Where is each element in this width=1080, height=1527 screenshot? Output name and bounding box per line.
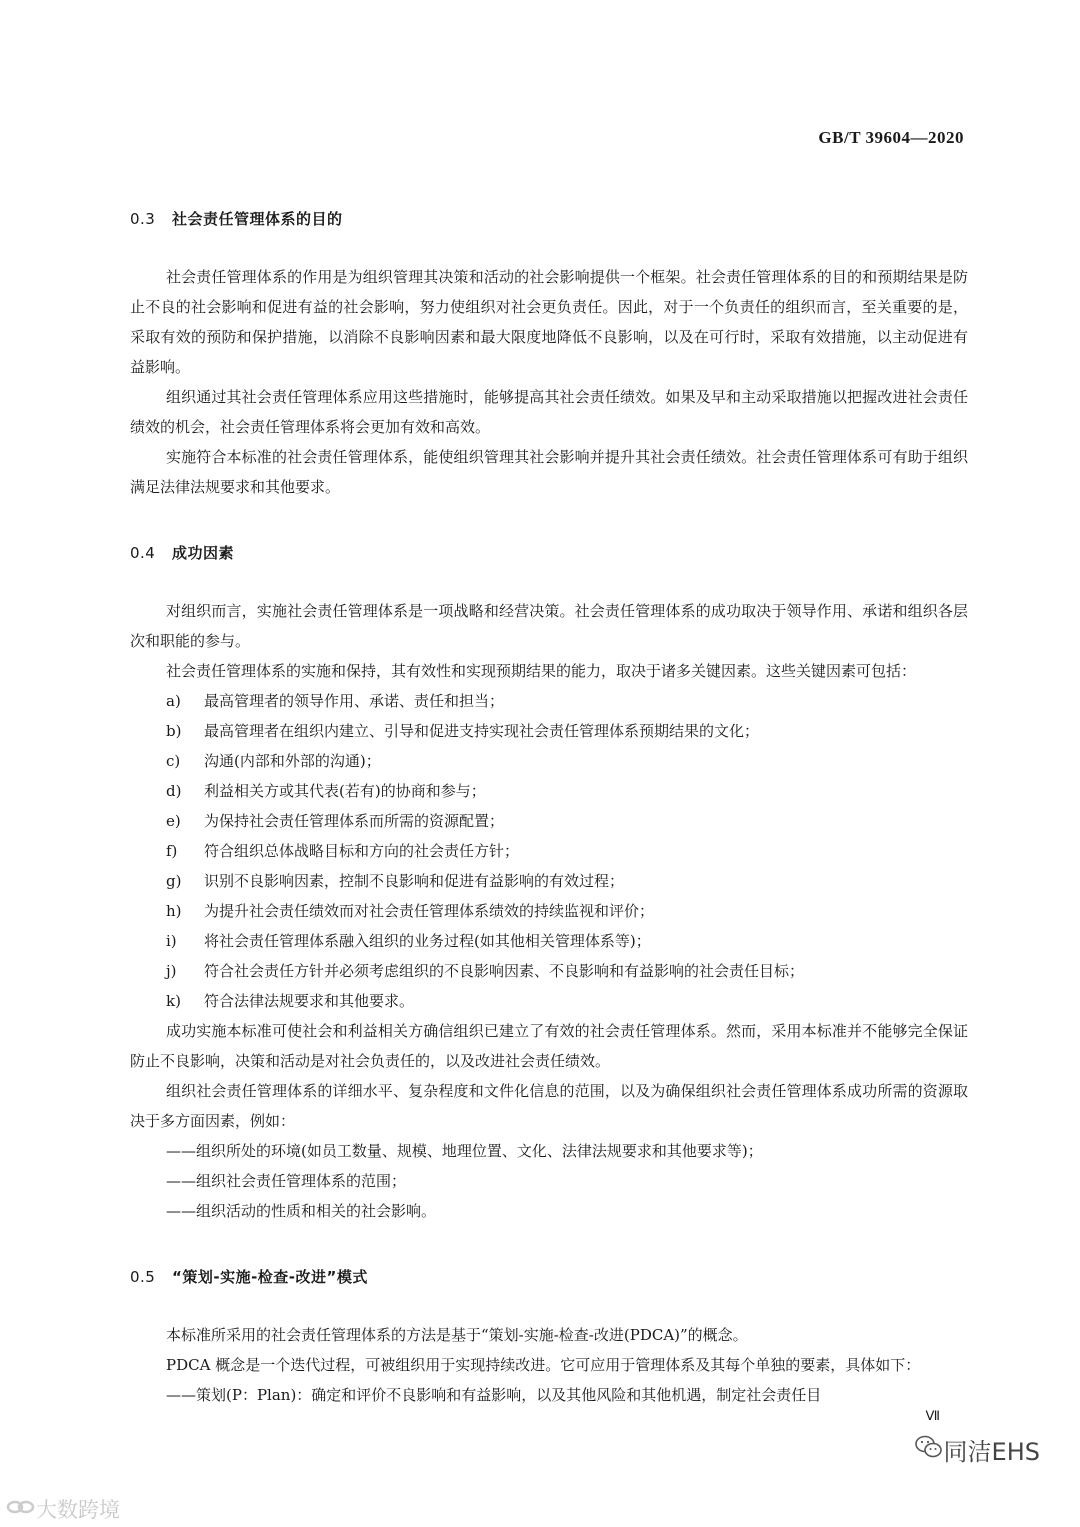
- list-letter: d): [166, 782, 182, 800]
- list-item: [130, 776, 968, 806]
- list-item: [130, 896, 968, 926]
- list-letter: j): [166, 962, 177, 980]
- section-number: 0.4: [130, 544, 156, 562]
- list-item: [130, 836, 968, 866]
- list-item: [130, 986, 968, 1016]
- dash-item: ——组织所处的环境(如员工数量、规模、地理位置、文化、法律法规要求和其他要求等)；: [166, 1142, 763, 1160]
- list-text: 为提升社会责任绩效而对社会责任管理体系绩效的持续监视和评价；: [204, 902, 655, 920]
- list-letter: k): [166, 992, 181, 1010]
- list-letter: i): [166, 932, 177, 950]
- list-item: [130, 926, 968, 956]
- paragraph: 本标准所采用的社会责任管理体系的方法是基于“策划-实施-检查-改进(PDCA)”的概念。: [166, 1326, 748, 1344]
- list-text: 符合组织总体战略目标和方向的社会责任方针；: [204, 842, 520, 860]
- link-icon: [6, 1496, 36, 1523]
- paragraph: 组织通过其社会责任管理体系应用这些措施时，能够提高其社会责任绩效。如果及早和主动采取措施以把握改进社会责任绩效的机会，社会责任管理体系将会更加有效和高效。: [130, 388, 968, 436]
- list-text: 识别不良影响因素，控制不良影响和促进有益影响的有效过程；: [204, 872, 625, 890]
- wechat-icon: [914, 1434, 944, 1466]
- section-0-4-heading: [130, 542, 968, 564]
- list-letter: b): [166, 722, 182, 740]
- section-title: 成功因素: [172, 544, 235, 562]
- list-text: 最高管理者在组织内建立、引导和促进支持实现社会责任管理体系预期结果的文化；: [204, 722, 760, 740]
- paragraph: 社会责任管理体系的作用是为组织管理其决策和活动的社会影响提供一个框架。社会责任管理体系的目的和预期结果是防止不良的社会影响和促进有益的社会影响，努力使组织对社会更负责任。因此，对于一个负责任的组织而言，至关重要的是，采取有效的预防和保护措施，以消除不良影响因素和最大限度地降低不良影响，以及在可行时，采取有效措施，以主动促进有益影响。: [130, 268, 968, 376]
- list-text: 沟通(内部和外部的沟通)；: [204, 752, 381, 770]
- key-factor-list: [130, 686, 968, 1016]
- list-item: [130, 956, 968, 986]
- list-letter: f): [166, 842, 178, 860]
- section-0-3-heading: [130, 208, 968, 230]
- paragraph: 组织社会责任管理体系的详细水平、复杂程度和文件化信息的范围，以及为确保组织社会责任管理体系成功所需的资源取决于多方面因素，例如：: [130, 1082, 968, 1130]
- list-text: 利益相关方或其代表(若有)的协商和参与；: [204, 782, 486, 800]
- list-item: [130, 806, 968, 836]
- dash-item: ——策划(P：Plan)：确定和评价不良影响和有益影响，以及其他风险和其他机遇，制定社会责任目: [166, 1386, 822, 1404]
- paragraph: 对组织而言，实施社会责任管理体系是一项战略和经营决策。社会责任管理体系的成功取决于领导作用、承诺和组织各层次和职能的参与。: [130, 602, 968, 650]
- section-title: “策划-实施-检查-改进”模式: [172, 1268, 368, 1286]
- section-number: 0.5: [130, 1268, 156, 1286]
- list-letter: h): [166, 902, 182, 920]
- paragraph: PDCA 概念是一个迭代过程，可被组织用于实现持续改进。它可应用于管理体系及其每个单独的要素，具体如下：: [166, 1356, 921, 1374]
- watermark-left-text: 大数跨境: [36, 1498, 120, 1522]
- list-item: [130, 716, 968, 746]
- document-body: [130, 208, 968, 1410]
- list-text: 将社会责任管理体系融入组织的业务过程(如其他相关管理体系等)；: [204, 932, 651, 950]
- dash-item: ——组织社会责任管理体系的范围；: [166, 1172, 407, 1190]
- list-text: 最高管理者的领导作用、承诺、责任和担当；: [204, 692, 505, 710]
- watermark-right-text: 同洁EHS: [943, 1438, 1040, 1466]
- section-0-5-heading: [130, 1266, 968, 1288]
- list-item: [130, 686, 968, 716]
- dash-item: ——组织活动的性质和相关的社会影响。: [166, 1202, 437, 1220]
- section-title: 社会责任管理体系的目的: [172, 210, 343, 228]
- list-letter: c): [166, 752, 181, 770]
- list-letter: g): [166, 872, 182, 890]
- list-text: 符合法律法规要求和其他要求。: [204, 992, 415, 1010]
- watermark-left: [6, 1494, 120, 1524]
- list-item: [130, 746, 968, 776]
- watermark-right: [914, 1432, 1040, 1467]
- list-text: 符合社会责任方针并必须考虑组织的不良影响因素、不良影响和有益影响的社会责任目标；: [204, 962, 805, 980]
- list-letter: a): [166, 692, 181, 710]
- list-item: [130, 866, 968, 896]
- section-number: 0.3: [130, 210, 156, 228]
- paragraph: 成功实施本标准可使社会和利益相关方确信组织已建立了有效的社会责任管理体系。然而，采用本标准并不能够完全保证防止不良影响，决策和活动是对社会负责任的，以及改进社会责任绩效。: [130, 1022, 968, 1070]
- standard-code: GB/T 39604—2020: [818, 128, 964, 147]
- paragraph: 实施符合本标准的社会责任管理体系，能使组织管理其社会影响并提升其社会责任绩效。社会责任管理体系可有助于组织满足法律法规要求和其他要求。: [130, 448, 968, 496]
- list-text: 为保持社会责任管理体系而所需的资源配置；: [204, 812, 505, 830]
- list-letter: e): [166, 812, 181, 830]
- page-number: Ⅶ: [925, 1408, 940, 1423]
- paragraph: 社会责任管理体系的实施和保持，其有效性和实现预期结果的能力，取决于诸多关键因素。这些关键因素可包括：: [166, 662, 917, 680]
